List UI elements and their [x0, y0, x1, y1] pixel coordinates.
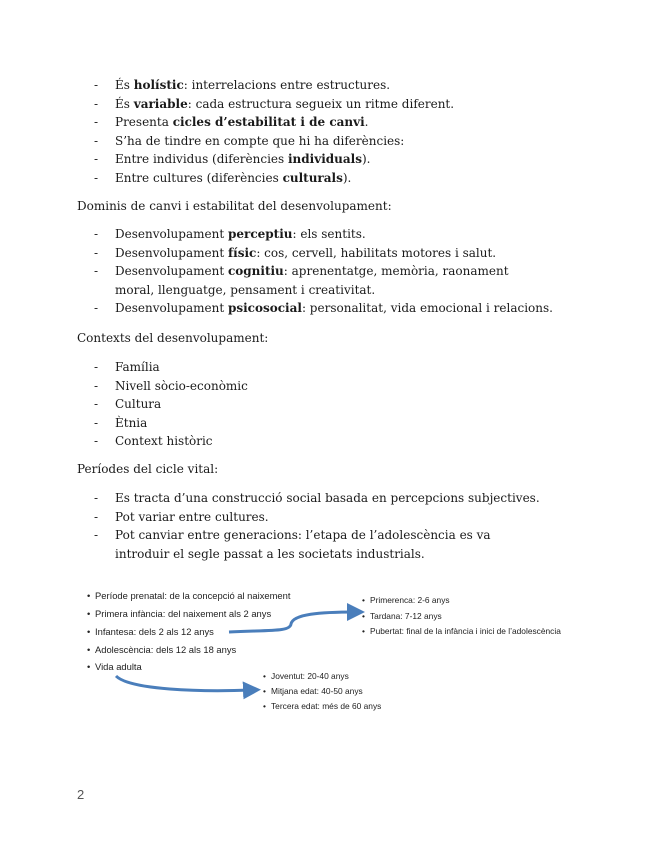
list-dash: - [94, 378, 99, 393]
list-item: - Desenvolupament perceptiu: els sentits. [0, 225, 655, 244]
list-item: - Context històric [0, 432, 655, 451]
list-dash: - [94, 301, 99, 315]
bullet-icon: • [87, 590, 91, 601]
diagram-item: • Vida adulta [87, 661, 142, 672]
list-dash: - [94, 491, 99, 505]
bullet-icon: • [362, 611, 365, 621]
periods-list [0, 489, 655, 563]
list-dash: - [94, 97, 99, 111]
list-dash: - [94, 509, 99, 524]
list-item: - S’ha de tindre en compte que hi ha diferències: [0, 132, 655, 150]
section-heading-periodes: Períodes del cicle vital: [77, 462, 219, 476]
list-item: - Es tracta d’una construcció social basada en percepcions subjectives. [0, 489, 655, 508]
list-item: - Presenta cicles d’estabilitat i de canvi. [0, 113, 655, 132]
list-dash: - [94, 78, 99, 92]
contexts-list [0, 358, 655, 451]
list-item: - Cultura [0, 395, 655, 414]
bullet-icon: • [87, 626, 91, 637]
section-heading-dominis: Dominis de canvi i estabilitat del desenvolupament: [77, 199, 392, 213]
diagram-arrows [0, 580, 655, 720]
bullet-icon: • [263, 686, 266, 696]
list-dash: - [94, 171, 99, 185]
list-item: - Desenvolupament cognitiu: aprenentatge, memòria, raonament moral, llenguatge, pensament i creativitat. [94, 264, 509, 297]
diagram-subitem: • Primerenca: 2-6 anys [362, 595, 450, 605]
list-item: - És holístic: interrelacions entre estructures. [0, 76, 655, 95]
list-dash: - [94, 434, 99, 448]
page-number: 2 [77, 787, 85, 802]
list-item: - Desenvolupament físic: cos, cervell, habilitats motores i salut. [0, 244, 655, 262]
arrow-vida-adulta [116, 676, 252, 691]
list-dash: - [94, 246, 99, 260]
list-dash: - [94, 415, 99, 430]
domains-list [0, 225, 655, 317]
list-item: - Pot canviar entre generacions: l’etapa de l’adolescència es va introduir el segle passat a les societats industrials. [94, 528, 491, 561]
section-heading-contexts: Contexts del desenvolupament: [77, 331, 269, 345]
list-dash: - [94, 264, 99, 278]
list-dash: - [94, 360, 99, 374]
list-item: - Desenvolupament psicosocial: personalitat, vida emocional i relacions. [0, 299, 655, 317]
bullet-icon: • [362, 595, 365, 605]
list-item: - Pot variar entre cultures. [0, 508, 655, 527]
list-item: - Nivell sòcio-econòmic [0, 377, 655, 396]
list-item: - És variable: cada estructura segueix un ritme diferent. [0, 95, 655, 113]
list-item: - Entre individus (diferències individuals). [0, 150, 655, 169]
diagram-subitem: • Pubertat: final de la infància i inici de l’adolescència [362, 626, 561, 636]
diagram-item: • Primera infància: del naixement als 2 anys [87, 608, 272, 619]
diagram-item: • Adolescència: dels 12 als 18 anys [87, 644, 237, 655]
bullet-icon: • [87, 661, 91, 672]
list-item: - Entre cultures (diferències culturals). [0, 169, 655, 187]
bullet-icon: • [362, 626, 365, 636]
diagram-subitem: • Tardana: 7-12 anys [362, 611, 442, 621]
list-dash: - [94, 227, 99, 241]
list-item: - Ètnia [0, 414, 655, 433]
diagram-subitem: • Joventut: 20-40 anys [263, 671, 349, 681]
bullet-icon: • [263, 671, 266, 681]
diagram-item: • Infantesa: dels 2 als 12 anys [87, 626, 214, 637]
life-cycle-diagram [0, 580, 655, 720]
properties-list [0, 76, 655, 187]
arrow-infantesa [229, 612, 356, 632]
list-dash: - [94, 528, 99, 542]
list-dash: - [94, 152, 99, 166]
diagram-subitem: • Tercera edat: més de 60 anys [263, 701, 382, 711]
bullet-icon: • [87, 608, 91, 619]
bullet-icon: • [87, 644, 91, 655]
bullet-icon: • [263, 701, 266, 711]
list-item: - Família [0, 358, 655, 377]
diagram-item: • Període prenatal: de la concepció al naixement [87, 590, 291, 601]
list-dash: - [94, 397, 99, 411]
diagram-subitem: • Mitjana edat: 40-50 anys [263, 686, 363, 696]
list-dash: - [94, 134, 99, 148]
list-dash: - [94, 115, 99, 129]
